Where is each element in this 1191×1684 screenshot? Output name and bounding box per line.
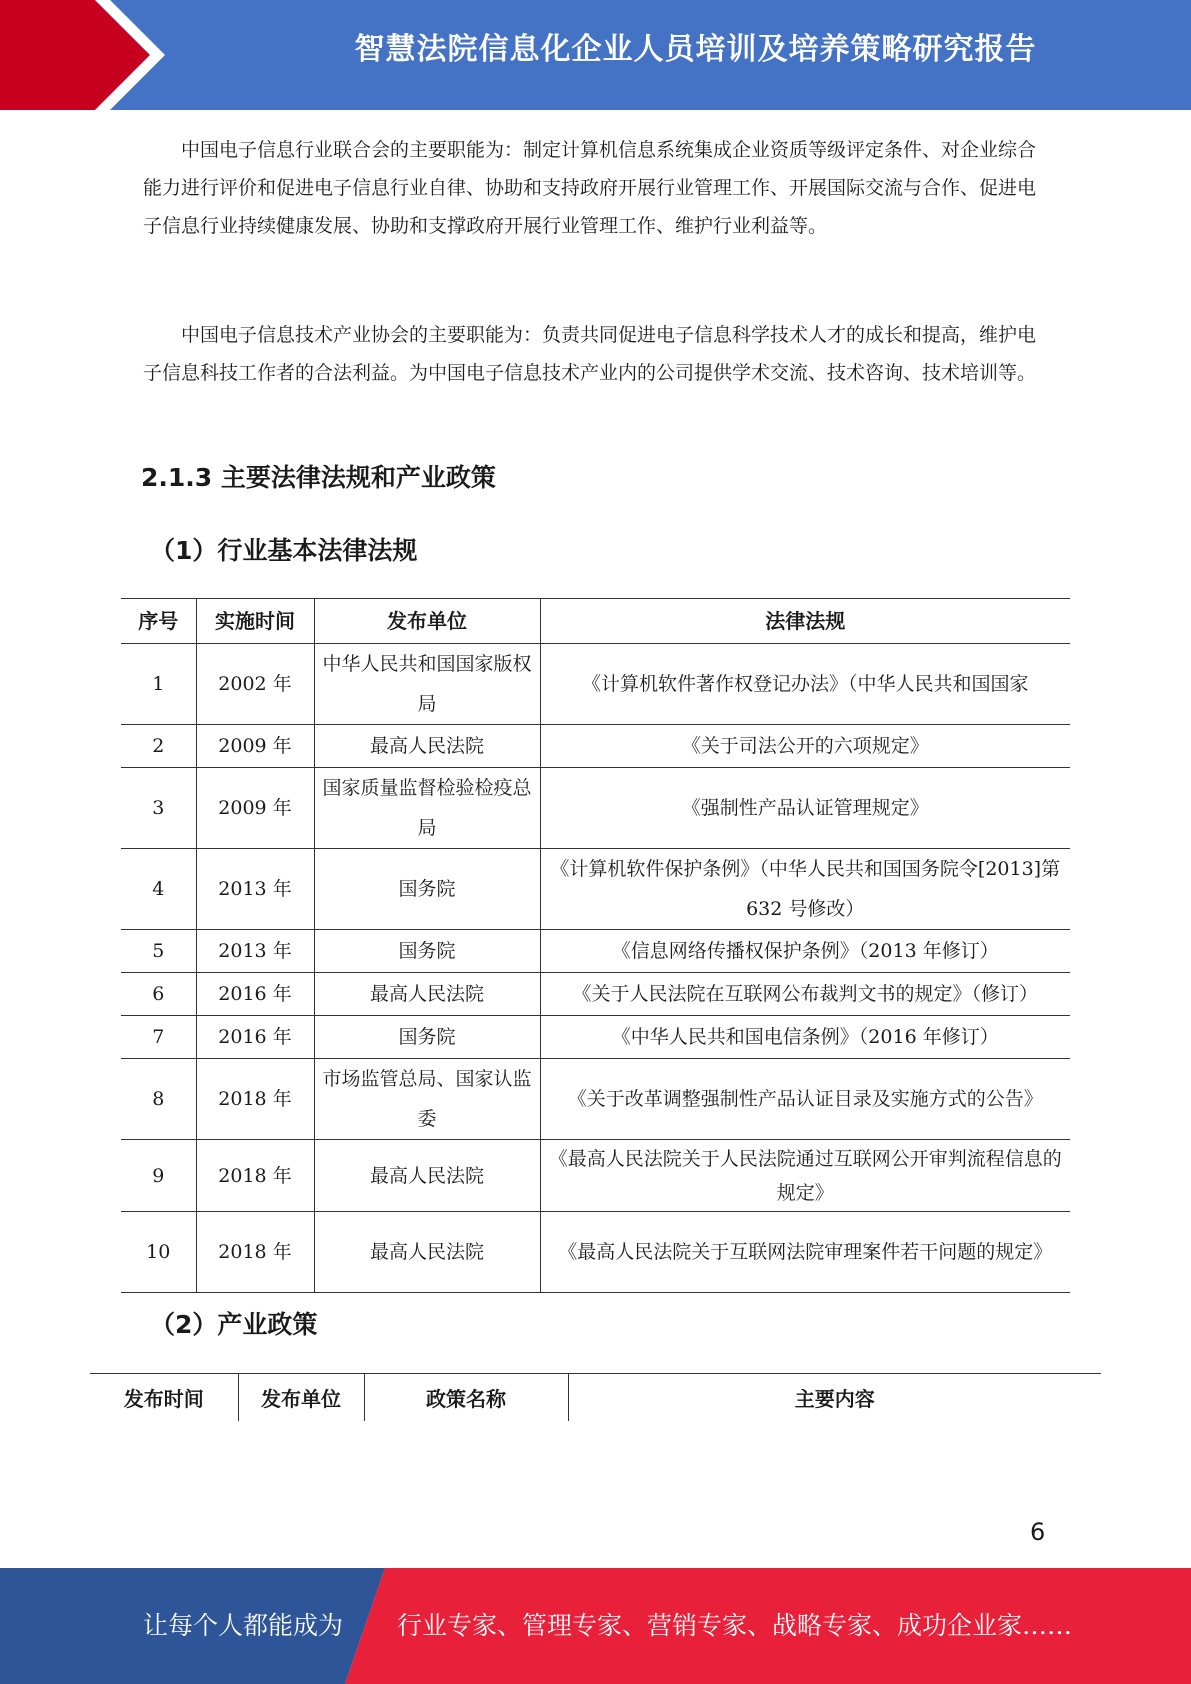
cell-index: 4 (121, 849, 196, 930)
cell-publisher: 最高人民法院 (314, 1212, 540, 1293)
cell-law: 《计算机软件保护条例》（中华人民共和国国务院令[2013]第 632 号修改） (540, 849, 1070, 930)
cell-date: 2009 年 (196, 725, 314, 768)
cell-date: 2013 年 (196, 849, 314, 930)
table-header-row (121, 599, 1070, 644)
cell-publisher: 国务院 (314, 849, 540, 930)
header-cell: 发布单位 (314, 599, 540, 644)
paragraph-2: 中国电子信息技术产业协会的主要职能为：负责共同促进电子信息科学技术人才的成长和提高，维护电子信息科技工作者的合法利益。为中国电子信息技术产业内的公司提供学术交流、技术咨询、技术培训等。 (143, 324, 1037, 384)
header-cell: 主要内容 (568, 1374, 1101, 1422)
header-cell: 发布时间 (90, 1374, 238, 1422)
section-heading: 2.1.3 主要法律法规和产业政策 (141, 463, 496, 492)
policy-table (90, 1373, 1101, 1421)
cell-publisher: 国务院 (314, 1016, 540, 1059)
table-row (121, 1016, 1070, 1059)
laws-table (121, 598, 1070, 1293)
cell-index: 6 (121, 973, 196, 1016)
cell-date: 2009 年 (196, 768, 314, 849)
cell-publisher: 国务院 (314, 930, 540, 973)
header-cell: 序号 (121, 599, 196, 644)
cell-publisher: 国家质量监督检验检疫总局 (314, 768, 540, 849)
cell-publisher: 最高人民法院 (314, 1140, 540, 1212)
table-row (121, 849, 1070, 930)
cell-index: 7 (121, 1016, 196, 1059)
table-row (121, 725, 1070, 768)
subheading-policy: （2）产业政策 (150, 1310, 318, 1339)
footer-slogan-right: 行业专家、管理专家、营销专家、战略专家、成功企业家…… (397, 1611, 1073, 1640)
page-footer (0, 1568, 1191, 1684)
table-row (121, 1212, 1070, 1293)
cell-index: 1 (121, 644, 196, 725)
cell-law (540, 973, 1070, 1016)
cell-publisher: 市场监管总局、国家认监委 (314, 1059, 540, 1140)
header-cell: 法律法规 (540, 599, 1070, 644)
table-row (121, 930, 1070, 973)
cell-index: 8 (121, 1059, 196, 1140)
table-row (121, 1059, 1070, 1140)
cell-publisher: 最高人民法院 (314, 725, 540, 768)
table-row (121, 973, 1070, 1016)
cell-index: 9 (121, 1140, 196, 1212)
cell-law: 《强制性产品认证管理规定》 (540, 768, 1070, 849)
cell-law: 《信息网络传播权保护条例》（2013 年修订） (540, 930, 1070, 973)
cell-law: 《最高人民法院关于互联网法院审理案件若干问题的规定》 (540, 1212, 1070, 1293)
cell-date: 2016 年 (196, 1016, 314, 1059)
table-row (121, 768, 1070, 849)
footer-slogan-left: 让每个人都能成为 (143, 1611, 344, 1640)
cell-date: 2018 年 (196, 1212, 314, 1293)
cell-date: 2018 年 (196, 1140, 314, 1212)
cell-law: 《中华人民共和国电信条例》（2016 年修订） (540, 1016, 1070, 1059)
cell-publisher: 中华人民共和国国家版权局 (314, 644, 540, 725)
cell-index: 2 (121, 725, 196, 768)
cell-index: 10 (121, 1212, 196, 1293)
page-number: 6 (1030, 1518, 1046, 1546)
cell-index: 3 (121, 768, 196, 849)
page-header (0, 0, 1191, 110)
cell-law: 《计算机软件著作权登记办法》（中华人民共和国国家 (540, 644, 1070, 725)
header-cell: 实施时间 (196, 599, 314, 644)
cell-law: 《最高人民法院关于人民法院通过互联网公开审判流程信息的规定》 (540, 1140, 1070, 1212)
table-row (121, 644, 1070, 725)
table-header-row (90, 1374, 1101, 1422)
cell-date: 2018 年 (196, 1059, 314, 1140)
header-cell: 发布单位 (238, 1374, 364, 1422)
cell-date: 2002 年 (196, 644, 314, 725)
paragraph-1: 中国电子信息行业联合会的主要职能为：制定计算机信息系统集成企业资质等级评定条件、对企业综合能力进行评价和促进电子信息行业自律、协助和支持政府开展行业管理工作、开展国际交流与合作、促进电子信息行业持续健康发展、协助和支撑政府开展行业管理工作、维护行业利益等。 (143, 139, 1037, 237)
table-row (121, 1140, 1070, 1212)
report-title: 智慧法院信息化企业人员培训及培养策略研究报告 (354, 32, 1037, 67)
cell-index: 5 (121, 930, 196, 973)
clipped-law-text: 《关于人民法院在互联网公布裁判文书的规定》（修订） (572, 983, 1038, 1005)
cell-publisher: 最高人民法院 (314, 973, 540, 1016)
subheading-laws: （1）行业基本法律法规 (150, 536, 418, 565)
cell-date: 2013 年 (196, 930, 314, 973)
cell-date: 2016 年 (196, 973, 314, 1016)
header-cell: 政策名称 (364, 1374, 568, 1422)
cell-law: 《关于改革调整强制性产品认证目录及实施方式的公告》 (540, 1059, 1070, 1140)
cell-law: 《关于司法公开的六项规定》 (540, 725, 1070, 768)
